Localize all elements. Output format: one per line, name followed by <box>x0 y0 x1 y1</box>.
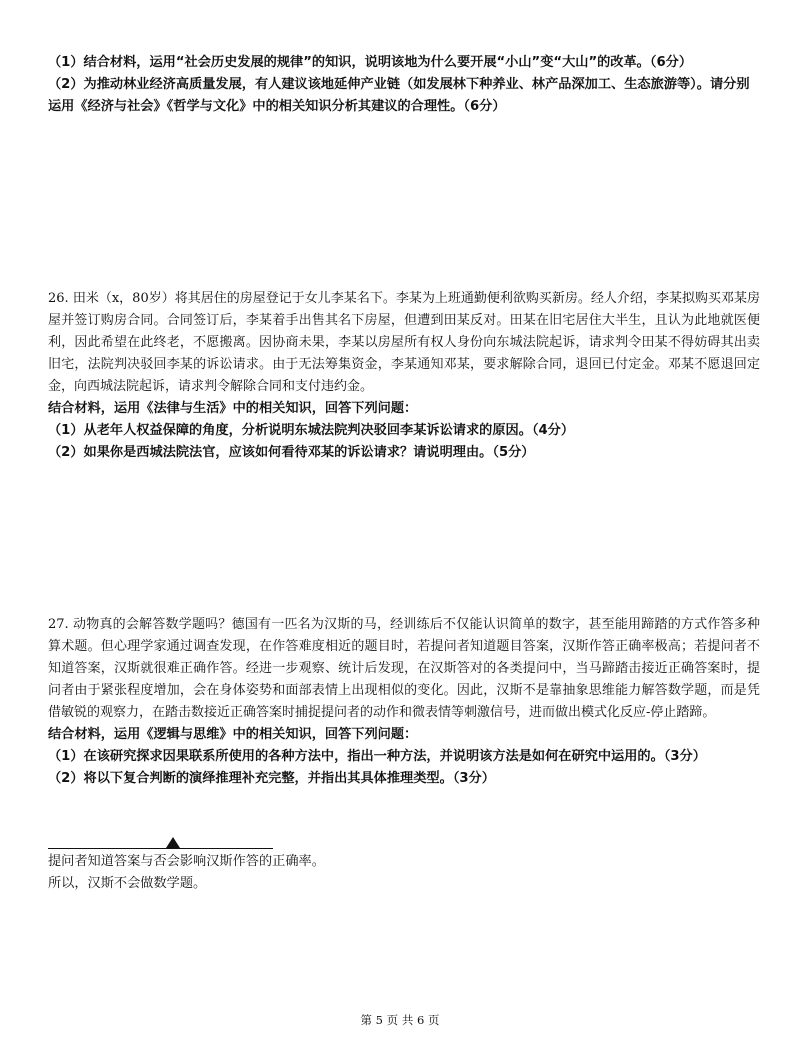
q26-sub1: （1）从老年人权益保障的角度，分析说明东城法院判决驳回李某诉讼请求的原因。（4分） <box>48 423 575 438</box>
question-27 <box>48 614 760 790</box>
q27-instruction: 结合材料，运用《逻辑与思维》中的相关知识，回答下列问题： <box>48 727 418 742</box>
premise-answer-line <box>48 848 273 849</box>
q27-sub2: （2）将以下复合判断的演绎推理补充完整，并指出其具体推理类型。（3分） <box>48 771 495 786</box>
q27-material: 27. 动物真的会解答数学题吗？德国有一匹名为汉斯的马，经训练后不仅能认识简单的数字，甚至能用蹄踏的方式作答多种算术题。但心理学家通过调查发现，在作答难度相近的题目时，若提问者知道题目答案，汉斯作答正确率极高；若提问者不知道答案，汉斯就很难正确作答。经进一步观察、统计后发现，在汉斯答对的各类提问中，当马蹄踏击接近正确答案时，提问者由于紧张程度增加，会在身体姿势和面部表情上出现相似的变化。因此，汉斯不是靠抽象思维能力解答数学题，而是凭借敏锐的观察力，在踏击数接近正确答案时捕捉提问者的动作和微表情等刺激信号，进而做出模式化反应-停止踏蹄。 <box>48 617 760 720</box>
question-25-continuation <box>48 52 760 118</box>
q25-sub1: （1）结合材料，运用“社会历史发展的规律”的知识，说明该地为什么要开展“小山”变“大山”的改革。（6分） <box>48 55 693 70</box>
q25-sub2: （2）为推动林业经济高质量发展，有人建议该地延伸产业链（如发展林下种养业、林产品深加工、生态旅游等）。请分别运用《经济与社会》《哲学与文化》中的相关知识分析其建议的合理性。（6分） <box>48 77 750 114</box>
syllogism-blank <box>48 848 760 895</box>
q26-instruction: 结合材料，运用《法律与生活》中的相关知识，回答下列问题： <box>48 401 418 416</box>
q26-sub2: （2）如果你是西城法院法官，应该如何看待邓某的诉讼请求？请说明理由。（5分） <box>48 445 535 460</box>
question-26 <box>48 288 760 464</box>
triangle-marker-icon <box>166 837 180 848</box>
q27-sub1: （1）在该研究探求因果联系所使用的各种方法中，指出一种方法，并说明该方法是如何在研究中运用的。（3分） <box>48 749 706 764</box>
page-footer: 第 5 页 共 6 页 <box>360 1013 440 1027</box>
premise-2: 提问者知道答案与否会影响汉斯作答的正确率。 <box>48 854 325 869</box>
q26-material: 26. 田米（x，80岁）将其居住的房屋登记于女儿李某名下。李某为上班通勤便利欲购买新房。经人介绍，李某拟购买邓某房屋并签订购房合同。合同签订后，李某着手出售其名下房屋，但遭到田某反对。田某在旧宅居住大半生，且认为此地就医便利，因此希望在此终老，不愿搬离。因协商未果，李某以房屋所有权人身份向东城法院起诉，请求判令田某不得妨碍其出卖旧宅，法院判决驳回李某的诉讼请求。由于无法筹集资金，李某通知邓某，要求解除合同，退回已付定金。邓某不愿退回定金，向西城法院起诉，请求判令解除合同和支付违约金。 <box>48 291 760 394</box>
conclusion: 所以，汉斯不会做数学题。 <box>48 876 207 891</box>
